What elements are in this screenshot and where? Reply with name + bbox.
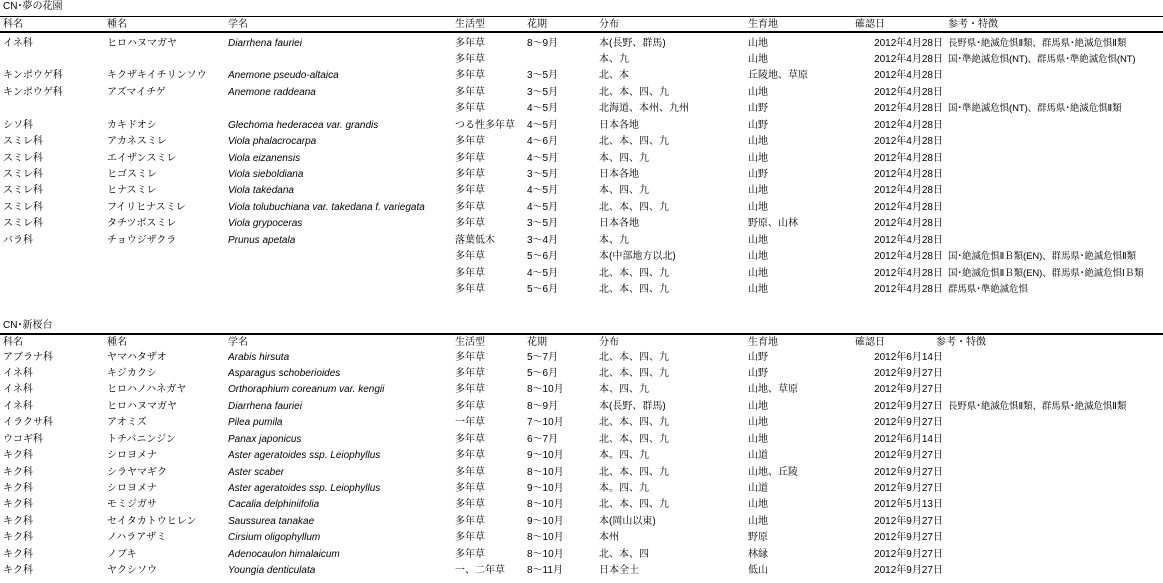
notes-cell: 国･準絶滅危惧(NT)、群馬県･絶滅危惧Ⅱ類	[948, 103, 1122, 115]
table-row	[0, 432, 1163, 448]
habitat-cell: 山地	[748, 499, 768, 511]
flowering-cell: 4～5月	[527, 152, 559, 164]
family-cell: キク科	[3, 483, 33, 494]
life-form-cell: 多年草	[455, 37, 485, 49]
family-cell: キンポウゲ科	[3, 70, 63, 82]
life-form-cell: 多年草	[455, 103, 485, 115]
habitat-cell: 山道	[748, 450, 768, 462]
section-shinsakuradai	[0, 318, 1163, 583]
life-form-cell: 多年草	[455, 384, 485, 396]
header-life-form: 生活型	[455, 337, 485, 348]
header-notes: 参考・特徴	[948, 19, 998, 30]
date-cell: 2012年9月27日	[874, 417, 943, 429]
distribution-cell: 北、本、四	[599, 548, 649, 560]
family-cell: イネ科	[3, 384, 33, 396]
distribution-cell: 本(長野、群馬)	[599, 37, 666, 49]
family-cell: ウコギ科	[3, 433, 43, 445]
table-row	[0, 134, 1163, 150]
species-cell: ノハラアザミ	[107, 532, 167, 544]
scientific-name-cell: Aster ageratoides ssp. Leiophyllus	[228, 450, 381, 462]
distribution-cell: 本、九	[599, 234, 629, 246]
species-cell: カキドオシ	[107, 119, 157, 131]
species-cell: ヒロハヌマガヤ	[107, 37, 177, 49]
life-form-cell: 多年草	[455, 152, 485, 164]
date-cell: 2012年4月28日	[874, 70, 943, 82]
scientific-name-cell: Youngia denticulata	[228, 565, 316, 577]
habitat-cell: 山野	[748, 103, 768, 115]
distribution-cell: 日本全土	[599, 565, 639, 577]
distribution-cell: 日本各地	[599, 218, 639, 230]
scientific-name-cell: Prunus apetala	[228, 234, 296, 246]
species-cell: シロヨメナ	[107, 483, 157, 494]
table-row	[0, 563, 1163, 579]
table-row	[0, 249, 1163, 265]
distribution-cell: 本、四、九	[599, 152, 649, 164]
species-cell: タチツボスミレ	[107, 218, 177, 230]
table-row	[0, 52, 1163, 68]
life-form-cell: 多年草	[455, 400, 485, 412]
date-cell: 2012年4月28日	[874, 251, 943, 263]
family-cell: イネ科	[3, 367, 33, 379]
species-cell: アカネスミレ	[107, 136, 167, 148]
species-cell: シロヨメナ	[107, 450, 157, 462]
habitat-cell: 山地	[748, 400, 768, 412]
table-row	[0, 118, 1163, 134]
date-cell: 2012年4月28日	[874, 284, 943, 296]
scientific-name-cell: Aster scaber	[228, 466, 285, 478]
table-row	[0, 514, 1163, 530]
species-cell: ヒゴスミレ	[107, 169, 157, 180]
life-form-cell: つる性多年草	[455, 119, 515, 131]
life-form-cell: 多年草	[455, 284, 485, 296]
scientific-name-cell: Aster ageratoides ssp. Leiophyllus	[228, 483, 381, 494]
distribution-cell: 本(中部地方以北)	[599, 251, 676, 263]
distribution-cell: 北、本、四、九	[599, 201, 669, 213]
date-cell: 2012年4月28日	[874, 169, 943, 180]
species-cell: エイザンスミレ	[107, 152, 177, 164]
header-row	[0, 17, 1163, 32]
flowering-cell: 6～7月	[527, 433, 559, 445]
family-cell: イネ科	[3, 37, 33, 49]
date-cell: 2012年4月28日	[874, 136, 943, 148]
table-row	[0, 399, 1163, 415]
habitat-cell: 山地	[748, 86, 768, 98]
scientific-name-cell: Arabis hirsuta	[228, 351, 290, 363]
distribution-cell: 北、本、四、九	[599, 499, 669, 511]
notes-cell: 長野県･絶滅危惧Ⅱ類、群馬県･絶滅危惧Ⅱ類	[948, 37, 1127, 49]
scientific-name-cell: Viola phalacrocarpa	[228, 136, 317, 148]
species-cell: ヤクシソウ	[107, 565, 157, 577]
habitat-cell: 低山	[748, 565, 768, 577]
habitat-cell: 丘陵地、草原	[748, 70, 808, 82]
flowering-cell: 8～11月	[527, 565, 563, 577]
life-form-cell: 一年草	[455, 417, 485, 429]
life-form-cell: 多年草	[455, 251, 485, 263]
habitat-cell: 野原、山林	[748, 218, 798, 230]
table-row	[0, 497, 1163, 513]
life-form-cell: 一、二年草	[455, 565, 505, 577]
section-title: CN･新桜台	[3, 320, 53, 331]
table-row	[0, 183, 1163, 199]
flowering-cell: 4～5月	[527, 267, 559, 279]
scientific-name-cell: Cirsium oligophyllum	[228, 532, 321, 544]
flowering-cell: 7～10月	[527, 417, 564, 429]
distribution-cell: 本。四、九	[599, 450, 649, 462]
scientific-name-cell: Asparagus schoberioides	[228, 367, 341, 379]
header-flowering: 花期	[527, 19, 547, 30]
family-cell: スミレ科	[3, 218, 43, 230]
header-divider	[0, 31, 1163, 33]
table-row	[0, 465, 1163, 481]
life-form-cell: 多年草	[455, 53, 485, 65]
table-row	[0, 200, 1163, 216]
distribution-cell: 本、四、九	[599, 185, 649, 197]
header-scientific-name: 学名	[228, 337, 248, 348]
date-cell: 2012年9月27日	[874, 565, 943, 577]
habitat-cell: 山地	[748, 201, 768, 213]
date-cell: 2012年6月14日	[874, 351, 943, 363]
header-family: 科名	[3, 337, 23, 348]
flowering-cell: 4～6月	[527, 136, 559, 148]
life-form-cell: 落葉低木	[455, 234, 495, 246]
distribution-cell: 北、本、四、九	[599, 417, 669, 429]
date-cell: 2012年9月27日	[874, 367, 943, 379]
distribution-cell: 日本各地	[599, 119, 639, 131]
section-title: CN･夢の花園	[3, 1, 63, 12]
date-cell: 2012年9月27日	[874, 532, 943, 544]
family-cell: キク科	[3, 548, 33, 560]
life-form-cell: 多年草	[455, 201, 485, 213]
flowering-cell: 5～6月	[527, 284, 559, 296]
distribution-cell: 北海道、本州、九州	[599, 103, 689, 115]
date-cell: 2012年4月28日	[874, 53, 943, 65]
species-cell: ノブキ	[107, 548, 137, 560]
distribution-cell: 北、本、四、九	[599, 267, 669, 279]
table-row	[0, 366, 1163, 382]
life-form-cell: 多年草	[455, 515, 485, 527]
life-form-cell: 多年草	[455, 466, 485, 478]
flowering-cell: 8～10月	[527, 466, 564, 478]
header-life-form: 生活型	[455, 19, 485, 30]
table-row	[0, 282, 1163, 298]
family-cell: スミレ科	[3, 136, 43, 148]
habitat-cell: 山野	[748, 119, 768, 131]
species-cell: トチバニンジン	[107, 433, 176, 445]
distribution-cell: 北、本、四、九	[599, 466, 669, 478]
date-cell: 2012年9月27日	[874, 483, 943, 494]
family-cell: スミレ科	[3, 185, 43, 197]
scientific-name-cell: Orthoraphium coreanum var. kengii	[228, 384, 385, 396]
table-row	[0, 85, 1163, 101]
habitat-cell: 山地	[748, 515, 768, 527]
habitat-cell: 山地	[748, 53, 768, 65]
flowering-cell: 9～10月	[527, 515, 564, 527]
header-flowering: 花期	[527, 337, 547, 348]
date-cell: 2012年9月27日	[874, 548, 943, 560]
life-form-cell: 多年草	[455, 450, 485, 462]
family-cell: キク科	[3, 532, 33, 544]
date-cell: 2012年9月27日	[874, 466, 943, 478]
header-species: 種名	[107, 19, 127, 30]
family-cell: キク科	[3, 466, 33, 478]
flowering-cell: 3～5月	[527, 70, 559, 82]
notes-cell: 国･絶滅危惧ⅡＢ類(EN)、群馬県･絶滅危惧ⅠＢ類	[948, 267, 1144, 279]
date-cell: 2012年4月28日	[874, 185, 943, 197]
habitat-cell: 山野	[748, 367, 768, 379]
scientific-name-cell: Glechoma hederacea var. grandis	[228, 119, 379, 131]
habitat-cell: 山地	[748, 185, 768, 197]
habitat-cell: 山野	[748, 351, 768, 363]
habitat-cell: 山地	[748, 251, 768, 263]
scientific-name-cell: Panax japonicus	[228, 433, 302, 445]
scientific-name-cell: Anemone pseudo-altaica	[228, 70, 339, 82]
table-row	[0, 266, 1163, 282]
table-row	[0, 167, 1163, 183]
date-cell: 2012年9月27日	[874, 384, 943, 396]
table-row	[0, 382, 1163, 398]
family-cell: イネ科	[3, 400, 33, 412]
date-cell: 2012年9月27日	[874, 450, 943, 462]
distribution-cell: 本州	[599, 532, 619, 544]
flowering-cell: 3～5月	[527, 86, 559, 98]
habitat-cell: 山道	[748, 483, 768, 494]
header-species: 種名	[107, 337, 127, 348]
flowering-cell: 4～5月	[527, 201, 559, 213]
scientific-name-cell: Viola eizanensis	[228, 152, 301, 164]
scientific-name-cell: Adenocaulon himalaicum	[228, 548, 340, 560]
flowering-cell: 3～5月	[527, 169, 559, 180]
distribution-cell: 北、本、四、九	[599, 351, 669, 363]
life-form-cell: 多年草	[455, 70, 485, 82]
scientific-name-cell: Anemone raddeana	[228, 86, 316, 98]
flowering-cell: 9～10月	[527, 483, 564, 494]
date-cell: 2012年4月28日	[874, 103, 943, 115]
flowering-cell: 3～5月	[527, 218, 559, 230]
species-cell: アズマイチゲ	[107, 86, 166, 98]
habitat-cell: 山地	[748, 234, 768, 246]
table-body	[0, 36, 1163, 299]
date-cell: 2012年4月28日	[874, 152, 943, 164]
table-row	[0, 448, 1163, 464]
date-cell: 2012年4月28日	[874, 218, 943, 230]
distribution-cell: 本(岡山以東)	[599, 515, 656, 527]
species-cell: ヒロハノハネガヤ	[107, 384, 187, 396]
distribution-cell: 北、本、四、九	[599, 86, 669, 98]
flowering-cell: 5～6月	[527, 251, 559, 263]
family-cell: シソ科	[3, 119, 33, 131]
species-cell: キジカクシ	[107, 367, 157, 379]
date-cell: 2012年4月28日	[874, 119, 943, 131]
scientific-name-cell: Cacalia delphiniifolia	[228, 499, 320, 511]
notes-cell: 国･絶滅危惧ⅡＢ類(EN)、群馬県･絶滅危惧Ⅱ類	[948, 251, 1136, 263]
distribution-cell: 北、本、四、九	[599, 284, 669, 296]
date-cell: 2012年4月28日	[874, 234, 943, 246]
scientific-name-cell: Viola grypoceras	[228, 218, 303, 230]
distribution-cell: 本、九	[599, 53, 629, 65]
date-cell: 2012年9月27日	[874, 515, 943, 527]
notes-cell: 群馬県･準絶滅危惧	[948, 284, 1028, 296]
notes-cell: 長野県･絶滅危惧Ⅱ類、群馬県･絶滅危惧Ⅱ類	[948, 400, 1127, 412]
header-notes: 参考・特徴	[936, 337, 986, 348]
life-form-cell: 多年草	[455, 351, 485, 363]
family-cell: イラクサ科	[3, 417, 53, 429]
table-row	[0, 530, 1163, 546]
date-cell: 2012年4月28日	[874, 267, 943, 279]
species-cell: フイリヒナスミレ	[107, 201, 186, 213]
table-row	[0, 151, 1163, 167]
scientific-name-cell: Diarrhena fauriei	[228, 37, 302, 49]
habitat-cell: 山地	[748, 417, 768, 429]
life-form-cell: 多年草	[455, 267, 485, 279]
header-date: 確認日	[855, 337, 885, 348]
distribution-cell: 北、本、四、九	[599, 136, 669, 148]
date-cell: 2012年4月28日	[874, 201, 943, 213]
flowering-cell: 9～10月	[527, 450, 564, 462]
habitat-cell: 山地	[748, 152, 768, 164]
life-form-cell: 多年草	[455, 185, 485, 197]
life-form-cell: 多年草	[455, 532, 485, 544]
habitat-cell: 林縁	[748, 548, 768, 560]
table-row	[0, 101, 1163, 117]
life-form-cell: 多年草	[455, 136, 485, 148]
family-cell: バラ科	[3, 234, 33, 246]
flowering-cell: 5～6月	[527, 367, 559, 379]
life-form-cell: 多年草	[455, 483, 485, 494]
header-date: 確認日	[855, 19, 885, 30]
date-cell: 2012年4月28日	[874, 86, 943, 98]
table-row	[0, 68, 1163, 84]
species-cell: アオミズ	[107, 417, 147, 429]
table-row	[0, 481, 1163, 497]
family-cell: スミレ科	[3, 201, 43, 213]
table-row	[0, 233, 1163, 249]
scientific-name-cell: Saussurea tanakae	[228, 515, 315, 527]
life-form-cell: 多年草	[455, 499, 485, 511]
flowering-cell: 8～10月	[527, 532, 564, 544]
table-row	[0, 415, 1163, 431]
habitat-cell: 山地	[748, 284, 768, 296]
distribution-cell: 本。四、九	[599, 483, 649, 494]
flowering-cell: 5～7月	[527, 351, 559, 363]
header-distribution: 分布	[599, 19, 619, 30]
life-form-cell: 多年草	[455, 548, 485, 560]
life-form-cell: 多年草	[455, 218, 485, 230]
flowering-cell: 4～5月	[527, 185, 559, 197]
habitat-cell: 山地	[748, 267, 768, 279]
flowering-cell: 4～5月	[527, 103, 559, 115]
flowering-cell: 4～5月	[527, 119, 559, 131]
flowering-cell: 8～9月	[527, 400, 559, 412]
species-cell: ヤマハタザオ	[107, 351, 167, 363]
life-form-cell: 多年草	[455, 169, 485, 180]
distribution-cell: 北、本、四、九	[599, 367, 669, 379]
table-row	[0, 547, 1163, 563]
species-cell: ヒナスミレ	[107, 185, 157, 197]
flowering-cell: 8～10月	[527, 548, 564, 560]
family-cell: スミレ科	[3, 152, 43, 164]
scientific-name-cell: Viola takedana	[228, 185, 294, 197]
scientific-name-cell: Viola sieboldiana	[228, 169, 304, 180]
header-family: 科名	[3, 19, 23, 30]
habitat-cell: 山地	[748, 136, 768, 148]
species-cell: モミジガサ	[107, 499, 157, 511]
date-cell: 2012年4月28日	[874, 37, 943, 49]
header-habitat: 生育地	[748, 337, 778, 348]
header-distribution: 分布	[599, 337, 619, 348]
habitat-cell: 山地	[748, 37, 768, 49]
date-cell: 2012年5月13日	[874, 499, 943, 511]
scientific-name-cell: Viola tolubuchiana var. takedana f. variegata	[228, 201, 425, 213]
table-row	[0, 36, 1163, 52]
habitat-cell: 山地	[748, 433, 768, 445]
species-cell: ヒロハヌマガヤ	[107, 400, 177, 412]
species-cell: セイタカトウヒレン	[107, 515, 197, 527]
family-cell: スミレ科	[3, 169, 43, 180]
life-form-cell: 多年草	[455, 86, 485, 98]
habitat-cell: 山野	[748, 169, 768, 180]
distribution-cell: 本(長野、群馬)	[599, 400, 666, 412]
date-cell: 2012年9月27日	[874, 400, 943, 412]
header-row	[0, 335, 1163, 350]
family-cell: キク科	[3, 565, 33, 577]
species-cell: チョウジザクラ	[107, 234, 177, 246]
family-cell: キク科	[3, 499, 33, 511]
species-cell: シラヤマギク	[107, 466, 167, 478]
flowering-cell: 8～9月	[527, 37, 559, 49]
date-cell: 2012年6月14日	[874, 433, 943, 445]
header-scientific-name: 学名	[228, 19, 248, 30]
habitat-cell: 山地、草原	[748, 384, 798, 396]
family-cell: キンポウゲ科	[3, 86, 63, 98]
habitat-cell: 山地、丘陵	[748, 466, 798, 478]
notes-cell: 国･準絶滅危惧(NT)、群馬県･準絶滅危惧(NT)	[948, 53, 1136, 65]
table-body	[0, 350, 1163, 580]
habitat-cell: 野原	[748, 532, 768, 544]
flowering-cell: 8～10月	[527, 499, 564, 511]
flowering-cell: 8～10月	[527, 384, 564, 396]
distribution-cell: 本、四、九	[599, 384, 649, 396]
family-cell: キク科	[3, 515, 33, 527]
family-cell: アブラナ科	[3, 351, 53, 363]
flowering-cell: 3～4月	[527, 234, 559, 246]
family-cell: キク科	[3, 450, 33, 462]
table-row	[0, 216, 1163, 232]
life-form-cell: 多年草	[455, 433, 485, 445]
scientific-name-cell: Diarrhena fauriei	[228, 400, 302, 412]
distribution-cell: 日本各地	[599, 169, 639, 180]
header-habitat: 生育地	[748, 19, 778, 30]
distribution-cell: 北、本	[599, 70, 629, 82]
distribution-cell: 北、本、四、九	[599, 433, 669, 445]
species-cell: キクザキイチリンソウ	[107, 70, 207, 82]
life-form-cell: 多年草	[455, 367, 485, 379]
table-row	[0, 350, 1163, 366]
scientific-name-cell: Pilea pumila	[228, 417, 283, 429]
